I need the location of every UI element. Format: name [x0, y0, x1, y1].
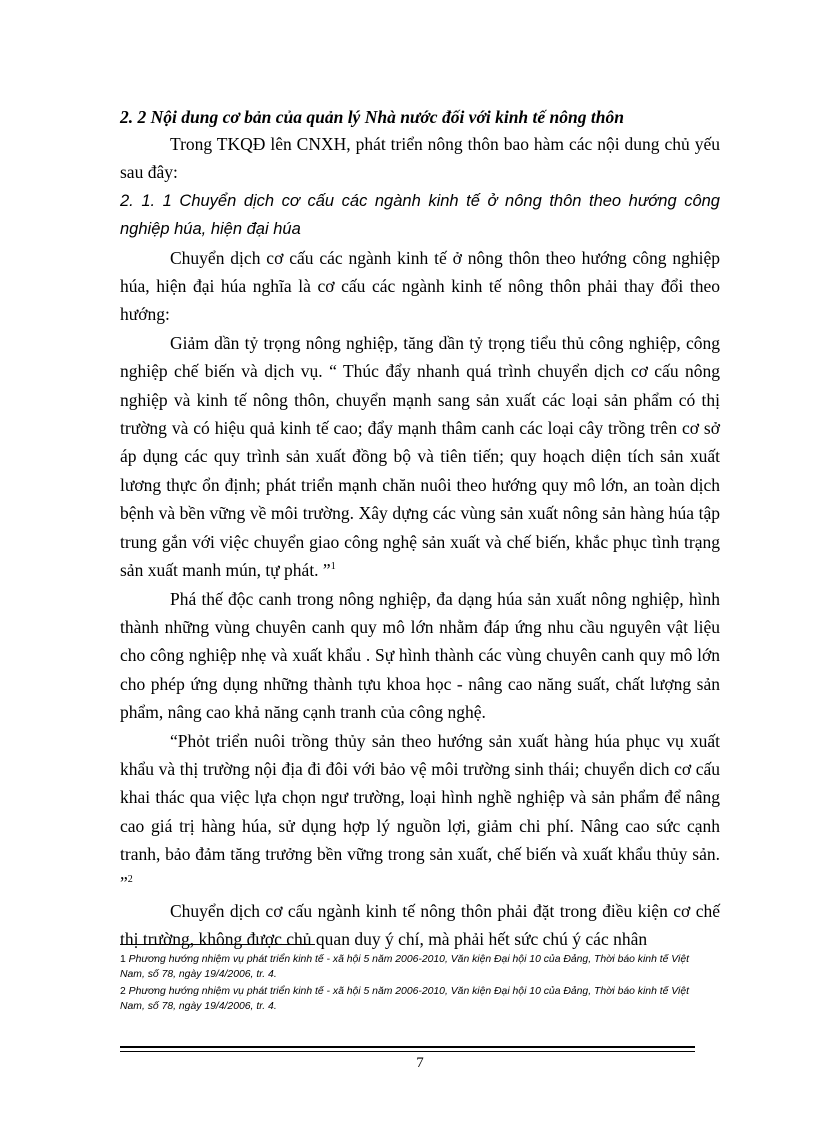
subsection-heading: 2. 1. 1 Chuyển dịch cơ cấu các ngành kinh tế ở nông thôn theo hướng công nghiệp húa, hiện đại húa	[120, 191, 720, 239]
footnote-ref-2: 2	[127, 873, 133, 885]
paragraph-definition: Chuyển dịch cơ cấu các ngành kinh tế ở nông thôn theo hướng công nghiệp húa, hiện đại húa nghĩa là cơ cấu các ngành kinh tế nông thôn phải thay đổi theo hướng:	[120, 247, 720, 325]
footer-rule-thin	[120, 1051, 695, 1052]
footnote-number: 1	[120, 954, 126, 965]
footnote-text: Phương hướng nhiệm vụ phát triển kinh tế - xã hội 5 năm 2006-2010, Văn kiện Đại hội 10 của Đảng, Thời báo kinh tế Việt Nam, số 78, ngày 19/4/2006, tr. 4.	[120, 954, 690, 980]
paragraph-reduce-agriculture	[120, 329, 720, 585]
footer-rule-thick	[120, 1046, 695, 1048]
paragraph-aquaculture	[120, 727, 720, 897]
footnote-number: 2	[120, 986, 126, 997]
paragraph-market-conditions: Chuyển dịch cơ cấu ngành kinh tế nông thôn phải đặt trong điều kiện cơ chế thị trường, không được chủ quan duy ý chí, mà phải hết sức chú ý các nhân	[120, 900, 720, 950]
paragraph-intro: Trong TKQĐ lên CNXH, phát triển nông thôn bao hàm các nội dung chủ yếu sau đây:	[120, 134, 720, 183]
body-text	[120, 130, 720, 954]
footnote-ref-1: 1	[330, 561, 336, 573]
paragraph-diversify: Phá thế độc canh trong nông nghiệp, đa dạng húa sản xuất nông nghiệp, hình thành những vùng chuyên canh quy mô lớn nhằm đáp ứng nhu cầu nguyên vật liệu cho công nghiệp nhẹ và xuất khẩu . Sự hình thành các vùng chuyên canh quy mô lớn cho phép ứng dụng những thành tựu khoa học - nâng cao năng suất, chất lượng sản phẩm, nâng cao khả năng cạnh tranh của công nghệ.	[120, 588, 720, 723]
paragraph-text: Giảm dần tỷ trọng nông nghiệp, tăng dần tỷ trọng tiểu thủ công nghiệp, công nghiệp chế biến và dịch vụ. “ Thúc đẩy nhanh quá trình chuyển dịch cơ cấu nông nghiệp và kinh tế nông thôn, chuyển mạnh sang sản xuất các loại sản phẩm có thị trường và có hiệu quả kinh tế cao; đẩy mạnh thâm canh các loại cây trồng trên cơ sở áp dụng các quy trình sản xuất đồng bộ và tiên tiến; quy hoạch diện tích sản xuất lương thực ổn định; phát triển mạnh chăn nuôi theo hướng quy mô lớn, an toàn dịch bệnh và bền vững về môi trường. Xây dựng các vùng sản xuất nông sản hàng húa tập trung gắn với việc chuyển giao công nghệ sản xuất và chế biến, khắc phục tình trạng sản xuất manh mún, tự phát. ”	[120, 332, 720, 581]
paragraph-text: “Phỏt triển nuôi trồng thủy sản theo hướng sản xuất hàng húa phục vụ xuất khẩu và thị trường nội địa đi đôi với bảo vệ môi trường sinh thái; chuyển dich cơ cấu khai thác qua việc lựa chọn ngư trường, loại hình nghề nghiệp và sản phẩm để nâng cao giá trị hàng húa, sử dụng hợp lý nguồn lợi, giảm chi phí. Nâng cao sức cạnh tranh, bảo đảm tăng trưởng bền vững trong sản xuất, chế biến và xuất khẩu thủy sản. ”	[120, 730, 720, 893]
footnote-text: Phương hướng nhiệm vụ phát triển kinh tế - xã hội 5 năm 2006-2010, Văn kiện Đại hội 10 của Đảng, Thời báo kinh tế Việt Nam, số 78, ngày 19/4/2006, tr. 4.	[120, 986, 690, 1012]
section-heading: 2. 2 Nội dung cơ bản của quản lý Nhà nước đối với kinh tế nông thôn	[120, 107, 624, 127]
footnotes	[120, 953, 710, 1017]
footnote-separator	[120, 944, 315, 945]
footnote-2	[120, 985, 710, 1014]
footnote-1	[120, 953, 710, 982]
page-number: 7	[416, 1055, 424, 1071]
